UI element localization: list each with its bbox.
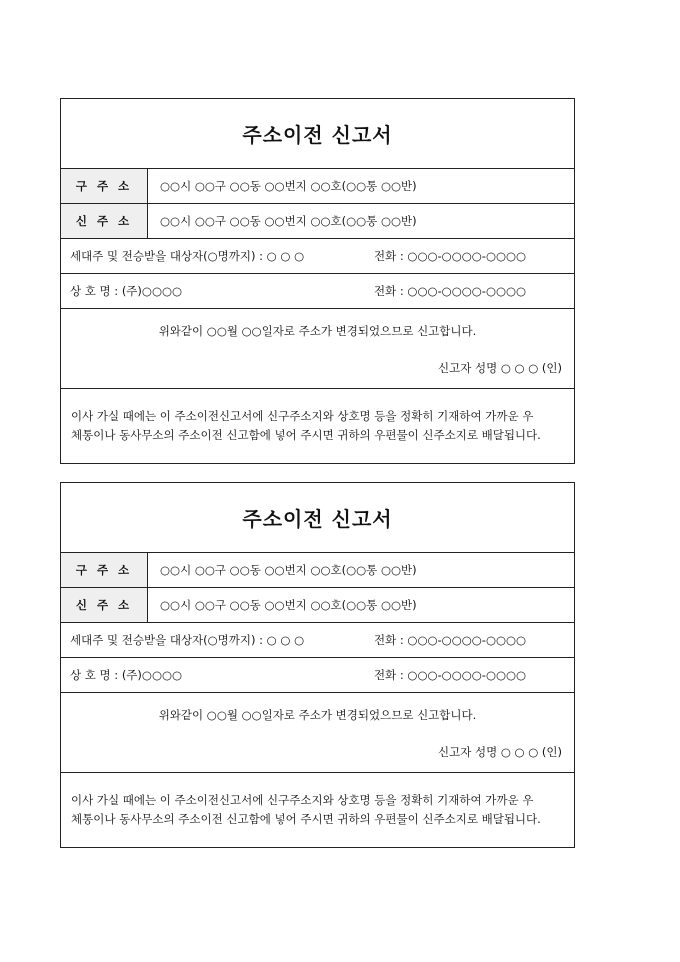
new-address-value: ○○시 ○○구 ○○동 ○○번지 ○○호(○○통 ○○반) [160, 598, 417, 612]
notice-section [61, 773, 574, 829]
new-address-row [61, 588, 574, 623]
form-title: 주소이전 신고서 [61, 99, 574, 169]
household-text: 세대주 및 전승받을 대상자(○명까지) : ○ ○ ○ [70, 633, 305, 647]
household-phone: 전화 : ○○○-○○○○-○○○○ [374, 633, 527, 647]
company-phone: 전화 : ○○○-○○○○-○○○○ [374, 284, 527, 298]
household-row [61, 239, 574, 274]
declaration-section [61, 309, 574, 389]
old-address-value: ○○시 ○○구 ○○동 ○○번지 ○○호(○○통 ○○반) [160, 563, 417, 577]
declaration-statement: 위와같이 ○○월 ○○일자로 주소가 변경되었으므로 신고합니다. [158, 324, 477, 338]
notice-line-1: 이사 가실 때에는 이 주소이전신고서에 신구주소지와 상호명 등을 정확히 기재하여 가까운 우 [71, 409, 534, 423]
old-address-label: 구 주 소 [61, 169, 148, 203]
company-row [61, 274, 574, 309]
declaration-section [61, 693, 574, 773]
company-phone: 전화 : ○○○-○○○○-○○○○ [374, 668, 527, 682]
new-address-value: ○○시 ○○구 ○○동 ○○번지 ○○호(○○통 ○○반) [160, 214, 417, 228]
form-title: 주소이전 신고서 [61, 483, 574, 553]
company-text: 상 호 명 : (주)○○○○ [70, 284, 183, 298]
old-address-label: 구 주 소 [61, 553, 148, 587]
new-address-label: 신 주 소 [61, 204, 148, 238]
company-text: 상 호 명 : (주)○○○○ [70, 668, 183, 682]
old-address-value: ○○시 ○○구 ○○동 ○○번지 ○○호(○○통 ○○반) [160, 179, 417, 193]
notice-line-2: 체통이나 동사무소의 주소이전 신고함에 넣어 주시면 귀하의 우편물이 신주소지로 배달됩니다. [71, 812, 541, 826]
reporter-signature: 신고자 성명 ○ ○ ○ (인) [437, 361, 562, 375]
new-address-row [61, 204, 574, 239]
declaration-statement: 위와같이 ○○월 ○○일자로 주소가 변경되었으므로 신고합니다. [158, 708, 477, 722]
reporter-signature: 신고자 성명 ○ ○ ○ (인) [437, 745, 562, 759]
household-text: 세대주 및 전승받을 대상자(○명까지) : ○ ○ ○ [70, 249, 305, 263]
old-address-row [61, 553, 574, 588]
old-address-row [61, 169, 574, 204]
company-row [61, 658, 574, 693]
notice-line-2: 체통이나 동사무소의 주소이전 신고함에 넣어 주시면 귀하의 우편물이 신주소지로 배달됩니다. [71, 428, 541, 442]
address-change-form-1 [60, 98, 575, 464]
notice-line-1: 이사 가실 때에는 이 주소이전신고서에 신구주소지와 상호명 등을 정확히 기재하여 가까운 우 [71, 793, 534, 807]
household-phone: 전화 : ○○○-○○○○-○○○○ [374, 249, 527, 263]
notice-section [61, 389, 574, 445]
address-change-form-2 [60, 482, 575, 848]
household-row [61, 623, 574, 658]
new-address-label: 신 주 소 [61, 588, 148, 622]
